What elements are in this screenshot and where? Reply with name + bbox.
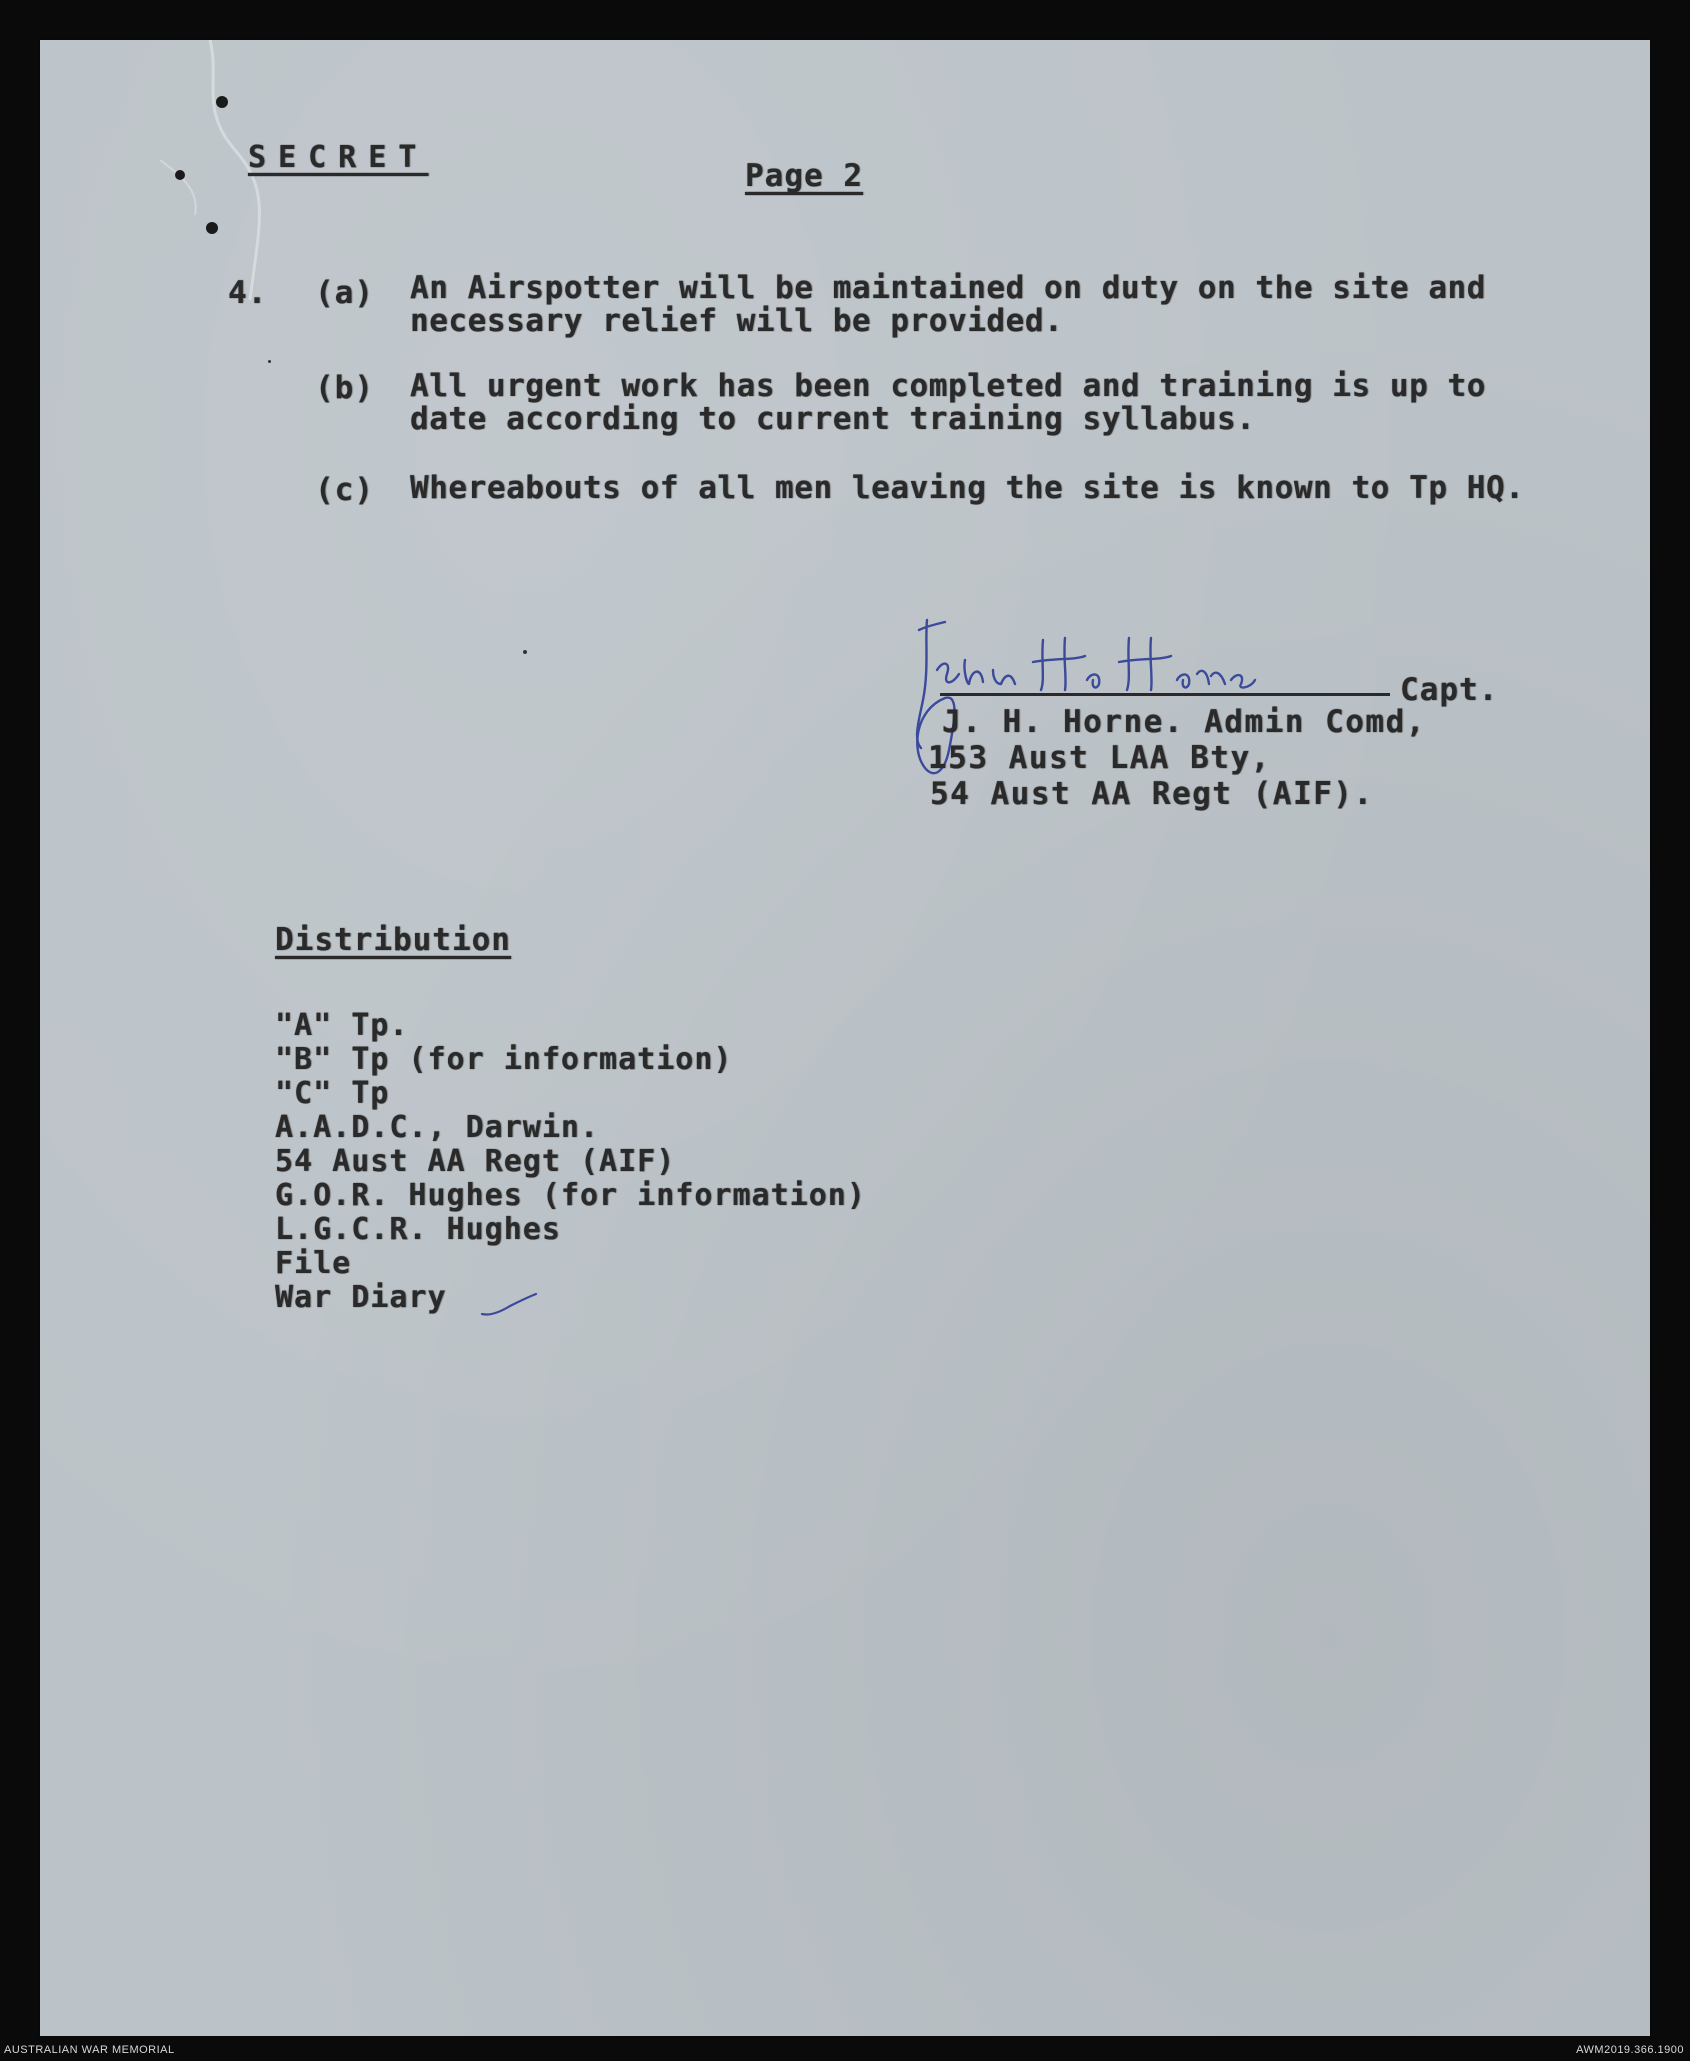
distribution-item: A.A.D.C., Darwin. [275,1110,600,1145]
item-b-line2: date according to current training syllabus. [410,401,1256,437]
distribution-heading: Distribution [275,922,511,958]
distribution-item: "B" Tp (for information) [275,1042,733,1077]
signature-line [940,693,1390,696]
paper-speck [523,650,527,654]
distribution-item: G.O.R. Hughes (for information) [275,1178,866,1213]
signatory-regiment: 54 Aust AA Regt (AIF). [930,776,1374,812]
item-a-marker: (a) [315,275,374,311]
archive-credit: AUSTRALIAN WAR MEMORIAL [4,2044,175,2056]
archive-reference: AWM2019.366.1900 [1576,2044,1684,2056]
item-b-marker: (b) [315,370,374,406]
signatory-battery: 153 Aust LAA Bty, [928,740,1271,776]
document-page [40,40,1650,2036]
distribution-item: 54 Aust AA Regt (AIF) [275,1144,676,1179]
item-a-line1: An Airspotter will be maintained on duty on the site and [410,270,1486,306]
rank-label: Capt. [1400,672,1499,708]
paper-speck [268,360,271,363]
item-c-line1: Whereabouts of all men leaving the site is known to Tp HQ. [410,470,1525,506]
item-b-line1: All urgent work has been completed and training is up to [410,368,1486,404]
paragraph-number: 4. [228,275,268,311]
item-a-line2: necessary relief will be provided. [410,303,1064,339]
distribution-item: "A" Tp. [275,1008,409,1043]
distribution-item: File [275,1246,352,1281]
page-number: Page 2 [745,158,863,194]
check-mark-icon [480,1290,540,1320]
classification-label: SECRET [248,140,429,175]
distribution-item: "C" Tp [275,1076,390,1111]
distribution-item: War Diary [275,1280,447,1315]
distribution-item: L.G.C.R. Hughes [275,1212,561,1247]
item-c-marker: (c) [315,472,374,508]
signatory-name: J. H. Horne. Admin Comd, [942,704,1426,740]
